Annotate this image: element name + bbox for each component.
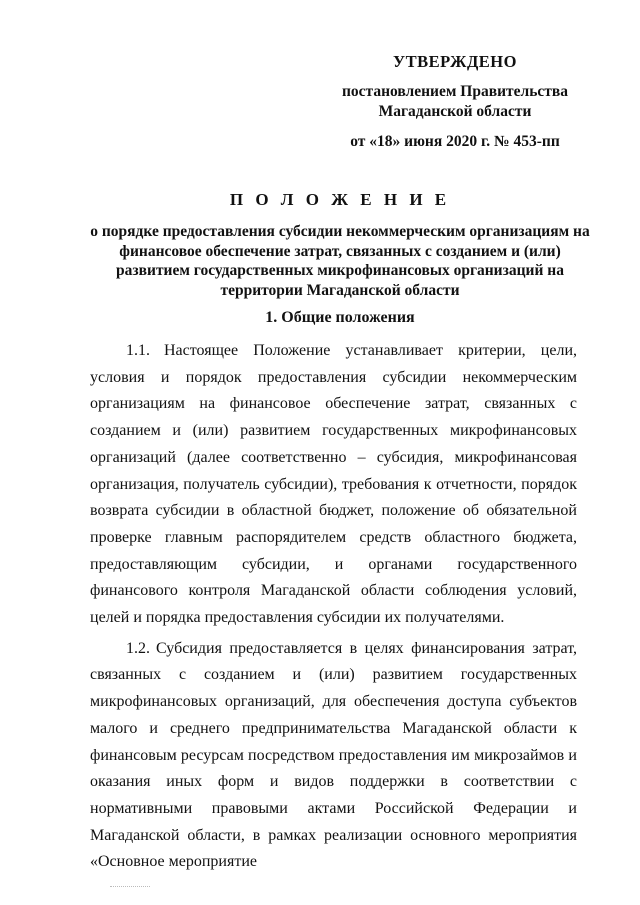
paragraph-text: Настоящее Положение устанавливает критерии, цели, условия и порядок предоставления субсидии некоммерческим организациям на финансовое обеспечение затрат, связанных с созданием и (или) развитием государственных микрофинансовых организаций (далее соответственно – субсидия, микрофинансовая организация, получатель субсидии), требования к отчетности, порядок возврата субсидии в областной бюджет, положение об обязательной проверке главным распорядителем средств областного бюджета, предоставляющим субсидии, и органами государственного финансового контроля Магаданской области соблюдения условий, целей и порядка предоставления субсидии их получателями. <box>90 342 577 627</box>
approval-stamp-block <box>330 52 580 152</box>
document-title-block <box>90 190 590 300</box>
section-body <box>90 338 577 876</box>
paragraph-number: 1.2. <box>126 639 150 657</box>
document-title: П О Л О Ж Е Н И Е <box>229 190 451 209</box>
paragraph-1-2 <box>90 636 577 876</box>
section-heading: 1. Общие положения <box>265 309 415 326</box>
paragraph-1-1 <box>90 338 577 632</box>
paragraph-number: 1.1. <box>126 342 150 359</box>
decree-date: от «18» июня 2020 г. № 453-пп <box>350 133 560 150</box>
document-subtitle: о порядке предоставления субсидии некоммерческим организациям на финансовое обеспечение затрат, связанных с созданием и (или) развитием государственных микрофинансовых организаций на территории Магаданской области <box>90 223 590 299</box>
footer-divider <box>110 886 150 887</box>
approved-label: УТВЕРЖДЕНО <box>393 52 517 71</box>
paragraph-text: Субсидия предоставляется в целях финансирования затрат, связанных с созданием и (или) развитием государственных микрофинансовых организаций, для обеспечения доступа субъектов малого и среднего предпринимательства Магаданской области к финансовым ресурсам посредством предоставления им микрозаймов и оказания иных форм и видов поддержки в соответствии с нормативными правовыми актами Российской Федерации и Магаданской области, в рамках реализации основного мероприятия «Основное мероприятие <box>90 639 577 871</box>
decree-line-1: постановлением Правительства <box>341 83 569 100</box>
decree-line-2: Магаданской области <box>378 103 532 120</box>
